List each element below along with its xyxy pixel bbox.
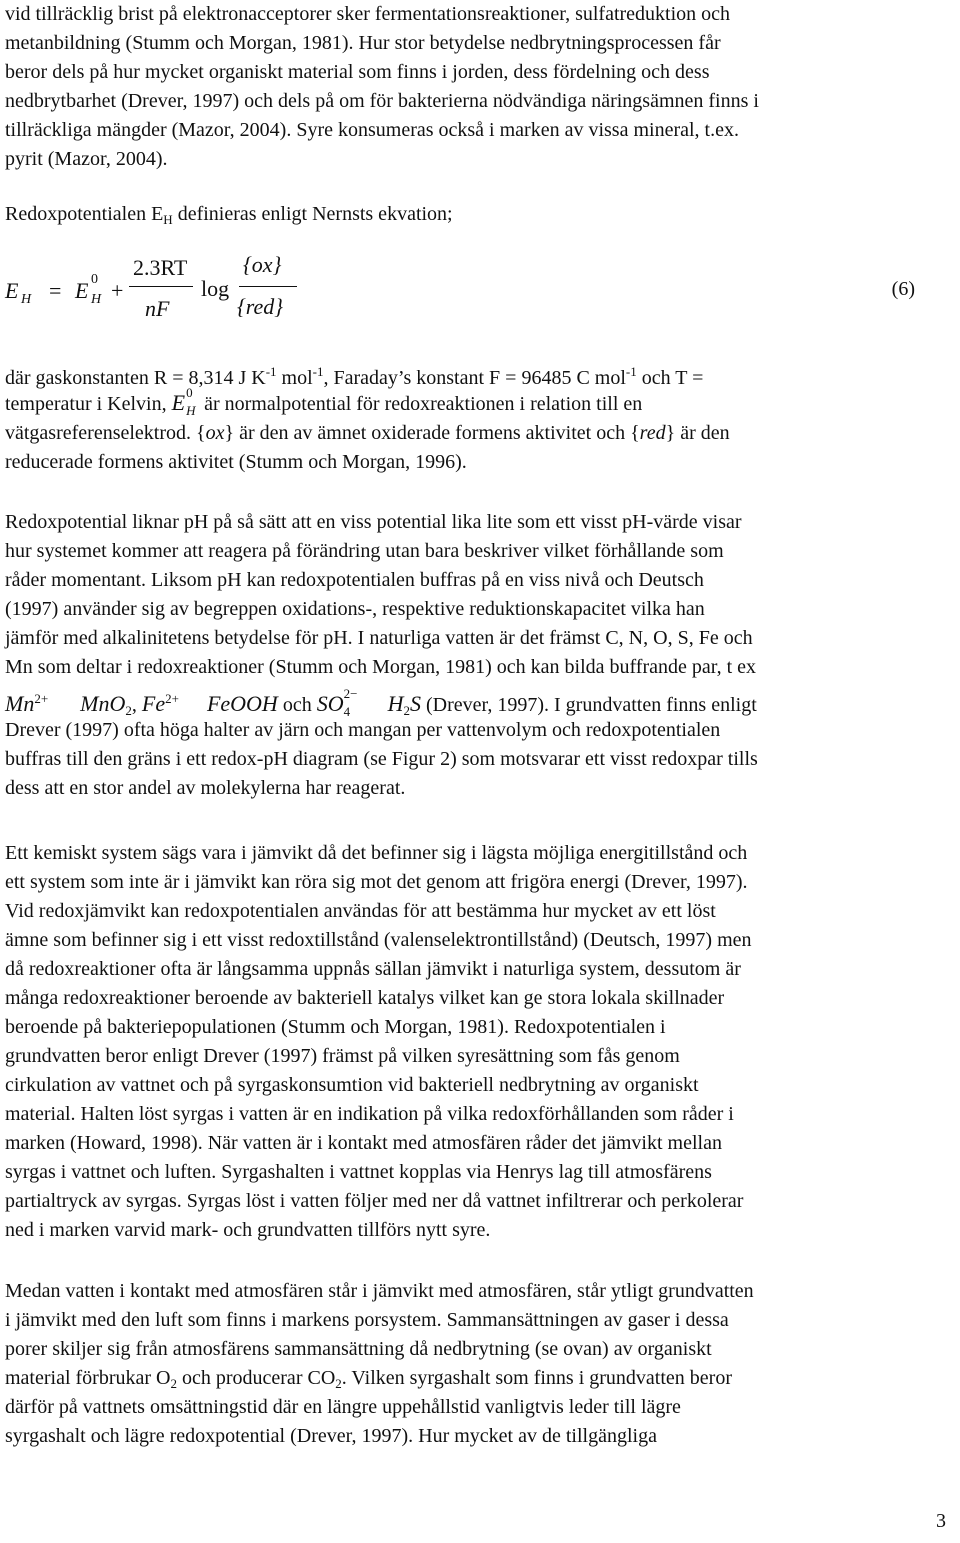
- eq-rhs-sup: 0: [91, 272, 98, 287]
- paragraph-3: [5, 508, 955, 803]
- subscript: 2: [125, 703, 132, 718]
- superscript: 0: [186, 385, 193, 400]
- eq-ox: {ox}: [243, 252, 282, 277]
- text-line: metanbildning (Stumm och Morgan, 1981). Hur stor betydelse nedbrytningsprocessen får: [5, 32, 721, 54]
- text-line: cirkulation av vattnet och på syrgaskonsumtion vid bakteriell nedbrytning av organiskt: [5, 1074, 699, 1096]
- text-line: porer skiljer sig från atmosfärens sammansättning då nedbrytning (se ovan) av organiskt: [5, 1338, 712, 1360]
- text-line: marken (Howard, 1998). När vatten är i kontakt med atmosfären råder det jämvikt mellan: [5, 1132, 722, 1154]
- subscript: H: [163, 212, 173, 227]
- text: definieras enligt Nernsts ekvation;: [172, 203, 453, 225]
- subscript: 2: [403, 703, 410, 718]
- eq-rhs-E: E: [75, 278, 89, 303]
- equation-number: (6): [891, 278, 915, 300]
- superscript: -1: [312, 364, 324, 379]
- redox-intro: [5, 200, 955, 229]
- text: ,: [131, 694, 137, 716]
- text-line: ämne som befinner sig i ett visst redoxtillstånd (valenselektrontillstånd) (Deutsch, 1997) men: [5, 929, 752, 951]
- superscript: 2+: [34, 691, 49, 706]
- text-line: Vid redoxjämvikt kan redoxpotentialen användas för att bestämma hur mycket av ett löst: [5, 900, 716, 922]
- text: material förbrukar O: [5, 1367, 171, 1389]
- superscript: 2+: [165, 691, 179, 706]
- text-line: i jämvikt med den luft som finns i markens porsystem. Sammansättningen av gaser i dessa: [5, 1309, 729, 1331]
- text-line: partialtryck av syrgas. Syrgas löst i vatten följer med ner då vattnet infiltrerar och perkolerar: [5, 1190, 744, 1212]
- text-line: Ett kemiskt system sägs vara i jämvikt då det befinner sig i lägsta möjliga energitillstånd och: [5, 842, 748, 864]
- eq-numerator-text: 2.3RT: [133, 255, 188, 280]
- redox-pairs-line: [5, 682, 955, 719]
- text-line: grundvatten beror enligt Drever (1997) främst på vilken syresättning som fås genom: [5, 1045, 680, 1067]
- text: där gaskonstanten R = 8,314 J K: [5, 367, 266, 389]
- text-line: Redoxpotential liknar pH på så sätt att en viss potential lika lite som ett visst pH-värde visar: [5, 511, 742, 533]
- eq-lhs: E: [5, 278, 19, 303]
- superscript: -1: [625, 364, 637, 379]
- superscript: -1: [265, 364, 277, 379]
- paragraph-5: [5, 1277, 955, 1451]
- text-line: [5, 1364, 955, 1393]
- eq-numerator: [133, 255, 187, 281]
- text: temperatur i Kelvin,: [5, 393, 172, 415]
- eq-lhs-sub: H: [21, 292, 32, 307]
- math-red: red: [639, 422, 666, 444]
- text-line: vid tillräcklig brist på elektronacceptorer sker fermentationsreaktioner, sulfatreduktion och: [5, 3, 731, 25]
- paragraph-2: [5, 357, 955, 477]
- text-line: buffras till den gräns i ett redox-pH diagram (se Figur 2) som motsvarar ett visst redoxpar tills: [5, 748, 758, 770]
- text-line: pyrit (Mazor, 2004).: [5, 148, 168, 170]
- text-line: beror dels på hur mycket organiskt material som finns i jorden, dess fördelning och dess: [5, 61, 710, 83]
- text: mol: [276, 367, 313, 389]
- text-line: tillräckliga mängder (Mazor, 2004). Syre konsumeras också i marken av vissa mineral, t.ex.: [5, 119, 739, 141]
- text-line: jämför med alkalinitetens betydelse för pH. I naturliga vatten är det främst C, N, O, S, Fe och: [5, 627, 753, 649]
- text: vätgasreferenselektrod. {: [5, 422, 206, 444]
- page-number: 3: [936, 1510, 946, 1532]
- math-s: S: [409, 691, 421, 716]
- text-line: beroende på bakteriepopulationen (Stumm och Morgan, 1981). Redoxpotentialen i: [5, 1016, 666, 1038]
- superscript: 2−: [343, 686, 358, 701]
- text: Redoxpotentialen E: [5, 203, 164, 225]
- math-fe: Fe: [141, 691, 166, 716]
- text-line: [5, 419, 955, 448]
- text: } är den: [665, 422, 730, 444]
- text-line: råder momentant. Liksom pH kan redoxpotentialen buffras på en viss nivå och Deutsch: [5, 569, 704, 591]
- text-line: hur systemet kommer att reagera på förändring utan bara beskriver vilket förhållande som: [5, 540, 724, 562]
- math-h: H: [387, 691, 404, 716]
- math-E: E: [171, 390, 186, 415]
- math-mn: Mn: [5, 691, 35, 716]
- math-so: SO: [316, 691, 344, 716]
- text-line: [5, 357, 955, 389]
- math-mno: MnO: [80, 691, 126, 716]
- text-line: ned i marken varvid mark- och grundvatten tillförs nytt syre.: [5, 1219, 491, 1241]
- text-line: Mn som deltar i redoxreaktioner (Stumm och Morgan, 1981) och kan bilda buffrande par, t ex: [5, 656, 757, 678]
- text-line: ett system som inte är i jämvikt kan röra sig mot det genom att frigöra energi (Drever, 1997).: [5, 871, 748, 893]
- text-line: då redoxreaktioner ofta är långsamma uppnås sällan jämvikt i naturliga system, dessutom är: [5, 958, 741, 980]
- text: (Drever, 1997). I grundvatten finns enligt: [425, 694, 757, 716]
- text: och producerar CO: [176, 1367, 336, 1389]
- eq-denominator: nF: [145, 296, 170, 321]
- eq-red: {red}: [237, 294, 284, 319]
- text-line: därför på vattnets omsättningstid där en längre uppehållstid vanligtvis leder till lägre: [5, 1396, 681, 1418]
- text-line: reducerade formens aktivitet (Stumm och Morgan, 1996).: [5, 451, 467, 473]
- text-line: (1997) använder sig av begreppen oxidations-, respektive reduktionskapacitet vilka han: [5, 598, 705, 620]
- text: } är den av ämnet oxiderade formens aktivitet och {: [224, 422, 640, 444]
- subscript: H: [186, 403, 196, 418]
- text-line: syrgas i vattnet och luften. Syrgashalten i vattnet kopplas via Henrys lag till atmosfärens: [5, 1161, 712, 1183]
- text: och T =: [636, 367, 704, 389]
- text-line: material. Halten löst syrgas i vatten är en indikation på vilka redoxförhållanden som råder i: [5, 1103, 734, 1125]
- eq-fraction-bar: [129, 286, 193, 287]
- text-line: [5, 386, 955, 419]
- math-feooh: FeOOH: [206, 691, 278, 716]
- text-line: Drever (1997) ofta höga halter av järn och mangan per vattenvolym och redoxpotentialen: [5, 719, 721, 741]
- text-line: nedbrytbarhet (Drever, 1997) och dels på om för bakterierna nödvändiga näringsämnen finns i: [5, 90, 759, 112]
- subscript: 2: [335, 1376, 342, 1391]
- subscript: 4: [343, 704, 351, 719]
- text: är normalpotential för redoxreaktionen i relation till en: [199, 393, 643, 415]
- nernst-equation: [5, 250, 955, 330]
- eq-equals: =: [49, 278, 62, 303]
- math-ox: ox: [205, 422, 225, 444]
- text-line: syrgashalt och lägre redoxpotential (Drever, 1997). Hur mycket av de tillgängliga: [5, 1425, 657, 1447]
- text-line: dess att en stor andel av molekylerna har reagerat.: [5, 777, 406, 799]
- eq-log: log: [201, 276, 230, 301]
- text-line: Medan vatten i kontakt med atmosfären står i jämvikt med atmosfären, står ytligt grundvatten: [5, 1280, 754, 1302]
- text-line: många redoxreaktioner beroende av bakteriell katalys vilket kan ge stora lokala skillnader: [5, 987, 725, 1009]
- eq-rhs-sub: H: [91, 292, 102, 307]
- text: och: [282, 694, 312, 716]
- eq-log-fraction-bar: [239, 286, 297, 287]
- eq-plus: +: [111, 278, 124, 303]
- text: , Faraday’s konstant F = 96485 C mol: [323, 367, 626, 389]
- paragraph-4: [5, 839, 955, 1245]
- paragraph-1: [5, 0, 955, 174]
- text: . Vilken syrgashalt som finns i grundvatten beror: [341, 1367, 732, 1389]
- subscript: 2: [170, 1376, 177, 1391]
